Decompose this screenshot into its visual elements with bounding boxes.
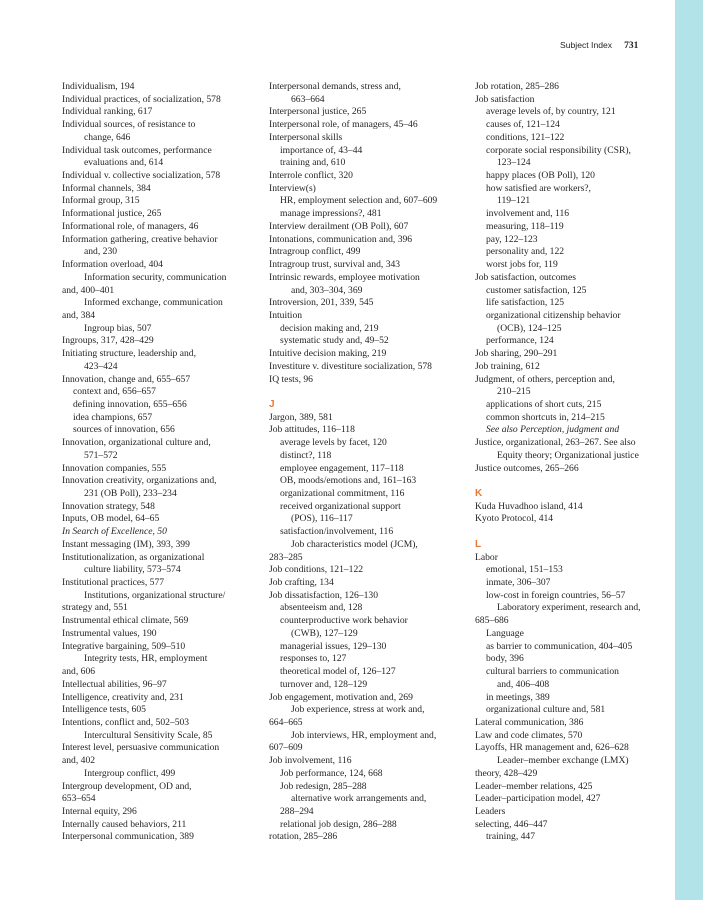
index-entry: Information security, communication	[84, 271, 227, 283]
index-subentry: causes of, 121–124	[486, 119, 560, 131]
index-entry: selecting, 446–447	[475, 818, 548, 830]
index-entry: Interrole conflict, 320	[269, 170, 353, 182]
index-entry: Individual task outcomes, performance	[62, 144, 212, 156]
index-subentry: average levels of, by country, 121	[486, 106, 616, 118]
index-entry: Interpersonal role, of managers, 45–46	[269, 119, 418, 131]
index-entry: strategy and, 551	[62, 602, 128, 614]
index-entry: IQ tests, 96	[269, 373, 313, 385]
index-entry: 685–686	[475, 615, 509, 627]
index-entry: Information gathering, creative behavior	[62, 233, 218, 245]
index-entry: Law and code climates, 570	[475, 729, 583, 741]
index-entry: Job involvement, 116	[269, 755, 352, 767]
index-subentry: sources of innovation, 656	[73, 424, 175, 436]
index-entry: Intragroup trust, survival and, 343	[269, 259, 401, 271]
index-subentry: organizational citizenship behavior	[486, 309, 621, 321]
index-subentry: counterproductive work behavior	[280, 615, 408, 627]
index-entry: In Search of Excellence, 50	[62, 526, 167, 538]
index-entry: Introversion, 201, 339, 545	[269, 297, 374, 309]
index-entry: Job satisfaction	[475, 93, 535, 105]
index-entry: Informal channels, 384	[62, 182, 151, 194]
index-entry: Intelligence tests, 605	[62, 704, 146, 716]
index-entry: Institutions, organizational structure/	[84, 589, 226, 601]
index-entry: and, 402	[62, 755, 96, 767]
index-entry: Equity theory; Organizational justice	[497, 449, 639, 461]
index-subentry: received organizational support	[280, 500, 401, 512]
index-entry: and, 230	[84, 246, 118, 258]
index-subentry: personality and, 122	[486, 246, 565, 258]
index-subentry: in meetings, 389	[486, 691, 550, 703]
index-entry: Informal group, 315	[62, 195, 140, 207]
index-entry: Leader–member exchange (LMX)	[497, 755, 629, 767]
index-subentry: cultural barriers to communication	[486, 666, 619, 678]
index-subentry: systematic study and, 49–52	[280, 335, 389, 347]
index-entry: Leader–participation model, 427	[475, 793, 601, 805]
index-subentry: HR, employment selection and, 607–609	[280, 195, 438, 207]
section-gap	[475, 526, 671, 539]
index-entry: Interpersonal skills	[269, 131, 343, 143]
index-entry: Information overload, 404	[62, 259, 163, 271]
index-entry: Job dissatisfaction, 126–130	[269, 589, 378, 601]
section-gap	[475, 475, 671, 488]
index-subentry: theoretical model of, 126–127	[280, 666, 396, 678]
index-entry: 119–121	[497, 195, 531, 207]
index-entry: Interpersonal demands, stress and,	[269, 81, 401, 92]
index-entry: Job rotation, 285–286	[475, 81, 559, 92]
page-number: 731	[624, 41, 639, 51]
index-entry: and, 400–401	[62, 284, 115, 296]
index-subentry: Language	[486, 627, 524, 639]
index-column-3	[475, 81, 671, 844]
index-entry: (OCB), 124–125	[497, 322, 562, 334]
index-entry: Kuda Huvadhoo island, 414	[475, 500, 583, 512]
index-entry: Instant messaging (IM), 393, 399	[62, 538, 190, 550]
index-subentry: life satisfaction, 125	[486, 297, 565, 309]
index-entry: Innovation creativity, organizations and,	[62, 475, 217, 487]
index-subentry: manage impressions?, 481	[280, 208, 382, 220]
index-entry: Informed exchange, communication	[84, 297, 223, 309]
index-subentry: Job performance, 124, 668	[280, 767, 383, 779]
index-entry: Initiating structure, leadership and,	[62, 348, 197, 360]
index-subentry: applications of short cuts, 215	[486, 398, 602, 410]
index-subentry: inmate, 306–307	[486, 577, 551, 589]
index-entry: 653–654	[62, 793, 96, 805]
index-subentry: satisfaction/involvement, 116	[280, 526, 394, 538]
letter-heading: J	[269, 398, 275, 410]
index-entry: rotation, 285–286	[269, 831, 338, 843]
index-subentry: absenteeism and, 128	[280, 602, 363, 614]
running-head	[560, 40, 638, 51]
index-entry: Individual v. collective socialization, 578	[62, 170, 221, 182]
index-subentry: distinct?, 118	[280, 449, 332, 461]
index-subentry: training, 447	[486, 831, 536, 843]
index-entry: Laboratory experiment, research and,	[497, 602, 641, 614]
index-subentry: pay, 122–123	[486, 233, 538, 245]
section-gap	[269, 386, 465, 399]
index-entry: Instrumental ethical climate, 569	[62, 615, 189, 627]
index-entry: Intuition	[269, 309, 303, 321]
index-entry: Labor	[475, 551, 498, 563]
index-entry: Individualism, 194	[62, 81, 135, 92]
index-entry: Intonations, communication and, 396	[269, 233, 413, 245]
index-entry: 231 (OB Poll), 233–234	[84, 488, 177, 499]
index-entry: Individual sources, of resistance to	[62, 119, 196, 131]
index-entry: Intercultural Sensitivity Scale, 85	[84, 729, 213, 741]
letter-heading: L	[475, 538, 482, 550]
index-entry: Interest level, persuasive communication	[62, 742, 220, 754]
index-subentry: conditions, 121–122	[486, 131, 565, 143]
index-entry: Ingroups, 317, 428–429	[62, 335, 154, 347]
index-entry: 663–664	[291, 93, 325, 105]
index-subentry: See also Perception, judgment and	[486, 424, 620, 436]
index-entry: Informational role, of managers, 46	[62, 220, 199, 232]
index-subentry: emotional, 151–153	[486, 564, 563, 576]
index-entry: Leaders	[475, 805, 506, 817]
index-entry: 283–285	[269, 551, 303, 563]
index-entry: Intrinsic rewards, employee motivation	[269, 271, 420, 283]
index-entry: Job sharing, 290–291	[475, 348, 558, 360]
index-entry: Intentions, conflict and, 502–503	[62, 716, 190, 728]
index-entry: Job experience, stress at work and,	[291, 704, 425, 716]
index-subentry: Job redesign, 285–288	[280, 780, 367, 792]
index-subentry: 288–294	[280, 805, 314, 817]
index-subentry: measuring, 118–119	[486, 220, 564, 232]
index-column-1	[62, 81, 258, 844]
index-entry: Ingroup bias, 507	[84, 322, 152, 334]
index-entry: Jargon, 389, 581	[269, 411, 333, 423]
index-entry: Job satisfaction, outcomes	[475, 271, 576, 283]
index-entry: Internally caused behaviors, 211	[62, 818, 187, 830]
index-subentry: decision making and, 219	[280, 322, 379, 334]
index-entry: and, 606	[62, 666, 96, 678]
index-entry: 210–215	[497, 386, 531, 398]
index-entry: Job conditions, 121–122	[269, 564, 364, 576]
index-entry: and, 384	[62, 309, 96, 321]
index-subentry: context and, 656–657	[73, 386, 156, 398]
index-entry: 607–609	[269, 742, 303, 754]
index-entry: Kyoto Protocol, 414	[475, 513, 554, 525]
index-subentry: as barrier to communication, 404–405	[486, 640, 633, 652]
index-subentry: customer satisfaction, 125	[486, 284, 587, 296]
index-subentry: relational job design, 286–288	[280, 818, 397, 830]
index-subentry: responses to, 127	[280, 653, 347, 665]
index-entry: (CWB), 127–129	[291, 627, 358, 639]
index-subentry: managerial issues, 129–130	[280, 640, 387, 652]
index-entry: Integrative bargaining, 509–510	[62, 640, 186, 652]
index-subentry: defining innovation, 655–656	[73, 398, 187, 410]
index-subentry: happy places (OB Poll), 120	[486, 170, 595, 182]
section-title: Subject Index	[560, 40, 613, 50]
index-subentry: performance, 124	[486, 335, 554, 347]
index-subentry: corporate social responsibility (CSR),	[486, 144, 631, 156]
index-entry: Internal equity, 296	[62, 805, 137, 817]
index-entry: Inputs, OB model, 64–65	[62, 513, 160, 525]
index-entry: culture liability, 573–574	[84, 564, 181, 576]
index-entry: Interview(s)	[269, 182, 316, 194]
index-entry: Individual practices, of socialization, 578	[62, 93, 221, 105]
index-entry: evaluations and, 614	[84, 157, 164, 169]
index-subentry: average levels by facet, 120	[280, 437, 387, 449]
index-entry: and, 406–408	[497, 678, 550, 690]
index-entry: Interpersonal communication, 389	[62, 831, 194, 843]
index-entry: Institutional practices, 577	[62, 577, 165, 589]
index-entry: (POS), 116–117	[291, 513, 353, 525]
index-subentry: low-cost in foreign countries, 56–57	[486, 589, 626, 601]
index-entry: 423–424	[84, 360, 118, 372]
index-entry: theory, 428–429	[475, 767, 538, 779]
index-entry: Judgment, of others, perception and,	[475, 373, 615, 385]
index-subentry: importance of, 43–44	[280, 144, 363, 156]
index-entry: Innovation strategy, 548	[62, 500, 155, 512]
index-entry: Investiture v. divestiture socialization, 578	[269, 360, 432, 372]
index-subentry: turnover and, 128–129	[280, 678, 368, 690]
index-entry: Intelligence, creativity and, 231	[62, 691, 184, 703]
index-entry: Lateral communication, 386	[475, 716, 584, 728]
index-entry: Leader–member relations, 425	[475, 780, 593, 792]
index-entry: Interpersonal justice, 265	[269, 106, 367, 118]
index-entry: Job characteristics model (JCM),	[291, 538, 418, 550]
index-entry: 664–665	[269, 716, 303, 728]
index-entry: Intergroup development, OD and,	[62, 780, 192, 792]
index-entry: and, 303–304, 369	[291, 284, 363, 296]
index-entry: alternative work arrangements and,	[291, 793, 427, 805]
index-entry: Job crafting, 134	[269, 577, 334, 589]
index-entry: Job training, 612	[475, 360, 540, 372]
index-entry: Institutionalization, as organizational	[62, 551, 205, 563]
index-entry: 571–572	[84, 449, 118, 461]
index-entry: Job attitudes, 116–118	[269, 424, 355, 436]
index-entry: Intergroup conflict, 499	[84, 767, 176, 779]
index-subentry: involvement and, 116	[486, 208, 570, 220]
index-subentry: how satisfied are workers?,	[486, 182, 591, 194]
index-subentry: employee engagement, 117–118	[280, 462, 404, 474]
index-entry: Justice, organizational, 263–267. See also	[475, 437, 636, 449]
index-entry: Individual ranking, 617	[62, 106, 153, 118]
index-subentry: worst jobs for, 119	[486, 259, 558, 271]
index-entry: Innovation, organizational culture and,	[62, 437, 211, 449]
index-subentry: organizational culture and, 581	[486, 704, 606, 716]
index-subentry: organizational commitment, 116	[280, 488, 405, 499]
index-entry: Integrity tests, HR, employment	[84, 653, 208, 665]
index-subentry: OB, moods/emotions and, 161–163	[280, 475, 417, 487]
index-entry: Layoffs, HR management and, 626–628	[475, 742, 629, 754]
index-entry: Interview derailment (OB Poll), 607	[269, 220, 409, 232]
index-entry: Instrumental values, 190	[62, 627, 157, 639]
index-entry: 123–124	[497, 157, 531, 169]
index-column-2	[269, 81, 465, 844]
index-entry: change, 646	[84, 131, 131, 143]
index-entry: Job interviews, HR, employment and,	[291, 729, 437, 741]
index-subentry: common shortcuts in, 214–215	[486, 411, 605, 423]
index-entry: Innovation, change and, 655–657	[62, 373, 191, 385]
index-entry: Intragroup conflict, 499	[269, 246, 361, 258]
index-entry: Job engagement, motivation and, 269	[269, 691, 413, 703]
index-entry: Intuitive decision making, 219	[269, 348, 387, 360]
index-entry: Intellectual abilities, 96–97	[62, 678, 167, 690]
index-entry: Innovation companies, 555	[62, 462, 167, 474]
index-subentry: body, 396	[486, 653, 524, 665]
index-subentry: training and, 610	[280, 157, 346, 169]
index-subentry: idea champions, 657	[73, 411, 153, 423]
side-color-band	[675, 0, 703, 900]
index-entry: Justice outcomes, 265–266	[475, 462, 579, 474]
index-entry: Informational justice, 265	[62, 208, 162, 220]
letter-heading: K	[475, 488, 483, 499]
